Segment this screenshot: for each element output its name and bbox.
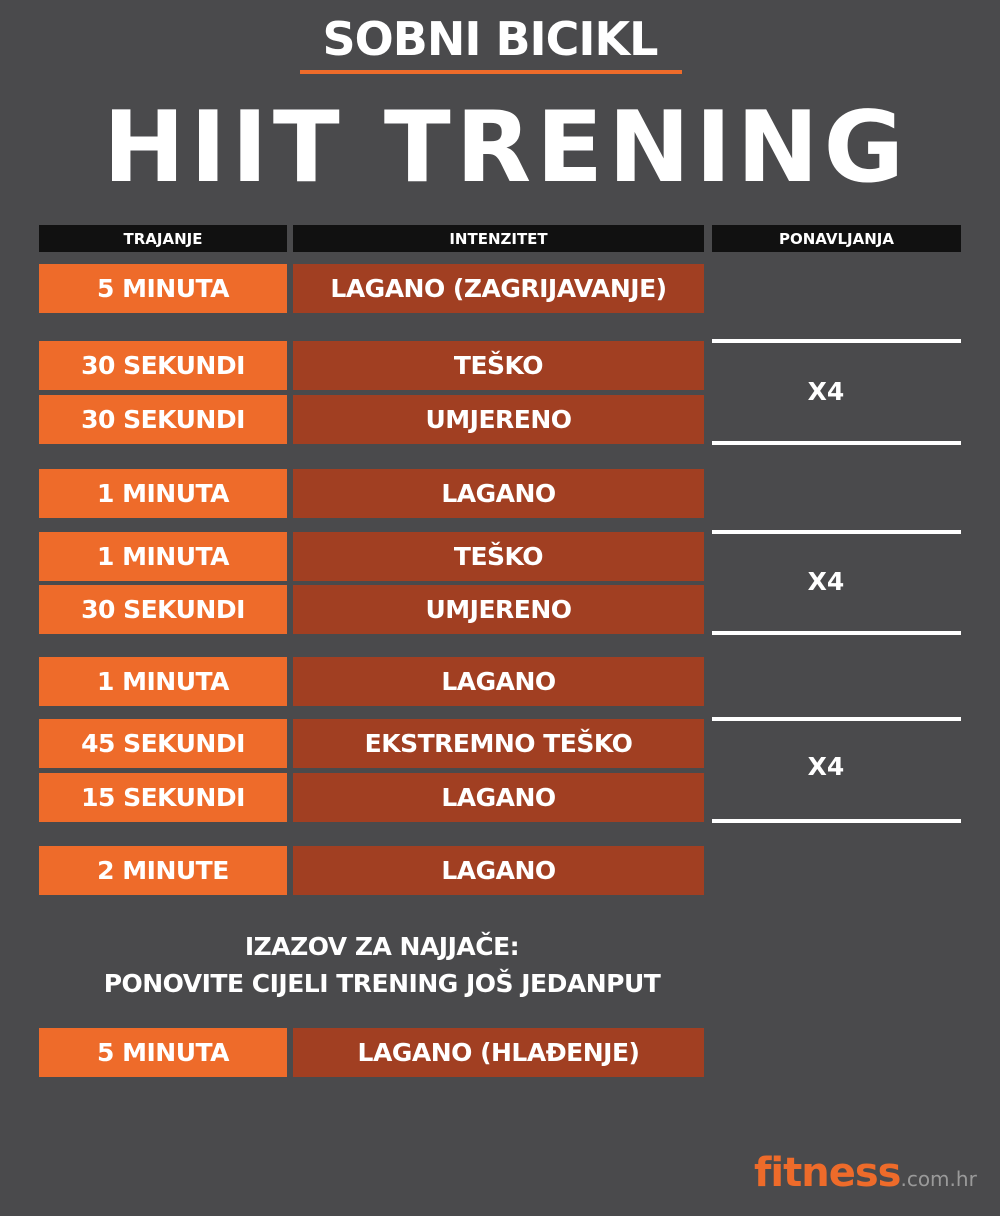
logo-ness: ness [801,1150,901,1196]
row-duration: 2 MINUTE [39,846,287,895]
repeat-divider [712,631,961,635]
repeat-label: X4 [807,752,845,781]
row-intensity: TEŠKO [293,532,704,581]
row-intensity: LAGANO (ZAGRIJAVANJE) [293,264,704,313]
challenge-line-2: PONOVITE CIJELI TRENING JOŠ JEDANPUT [103,969,661,998]
row-duration: 1 MINUTA [39,657,287,706]
row-duration: 1 MINUTA [39,532,287,581]
row-intensity: LAGANO [293,657,704,706]
page-title: HIIT TRENING [102,91,910,205]
row-duration: 5 MINUTA [39,1028,287,1077]
row-duration: 30 SEKUNDI [39,341,287,390]
logo-fit: fit [754,1150,802,1196]
repeat-divider [712,441,961,445]
repeat-divider [712,530,961,534]
row-duration: 30 SEKUNDI [39,585,287,634]
subtitle: SOBNI BICIKL [322,12,658,66]
row-intensity: LAGANO [293,846,704,895]
row-duration: 5 MINUTA [39,264,287,313]
fitness-logo [754,1150,977,1196]
repeat-divider [712,819,961,823]
row-intensity: LAGANO (HLAĐENJE) [293,1028,704,1077]
row-duration: 1 MINUTA [39,469,287,518]
repeat-label: X4 [807,567,845,596]
row-intensity: LAGANO [293,469,704,518]
logo-domain: .com.hr [900,1167,977,1191]
challenge-text [0,928,764,1002]
repeat-divider [712,717,961,721]
row-duration: 15 SEKUNDI [39,773,287,822]
repeat-label: X4 [807,377,845,406]
row-intensity: TEŠKO [293,341,704,390]
header-duration: TRAJANJE [39,225,287,252]
subtitle-underline [300,70,682,74]
row-intensity: UMJERENO [293,585,704,634]
row-duration: 30 SEKUNDI [39,395,287,444]
row-duration: 45 SEKUNDI [39,719,287,768]
repeat-divider [712,339,961,343]
row-intensity: EKSTREMNO TEŠKO [293,719,704,768]
header-reps: PONAVLJANJA [712,225,961,252]
challenge-line-1: IZAZOV ZA NAJJAČE: [244,932,520,961]
row-intensity: LAGANO [293,773,704,822]
header-intensity: INTENZITET [293,225,704,252]
row-intensity: UMJERENO [293,395,704,444]
